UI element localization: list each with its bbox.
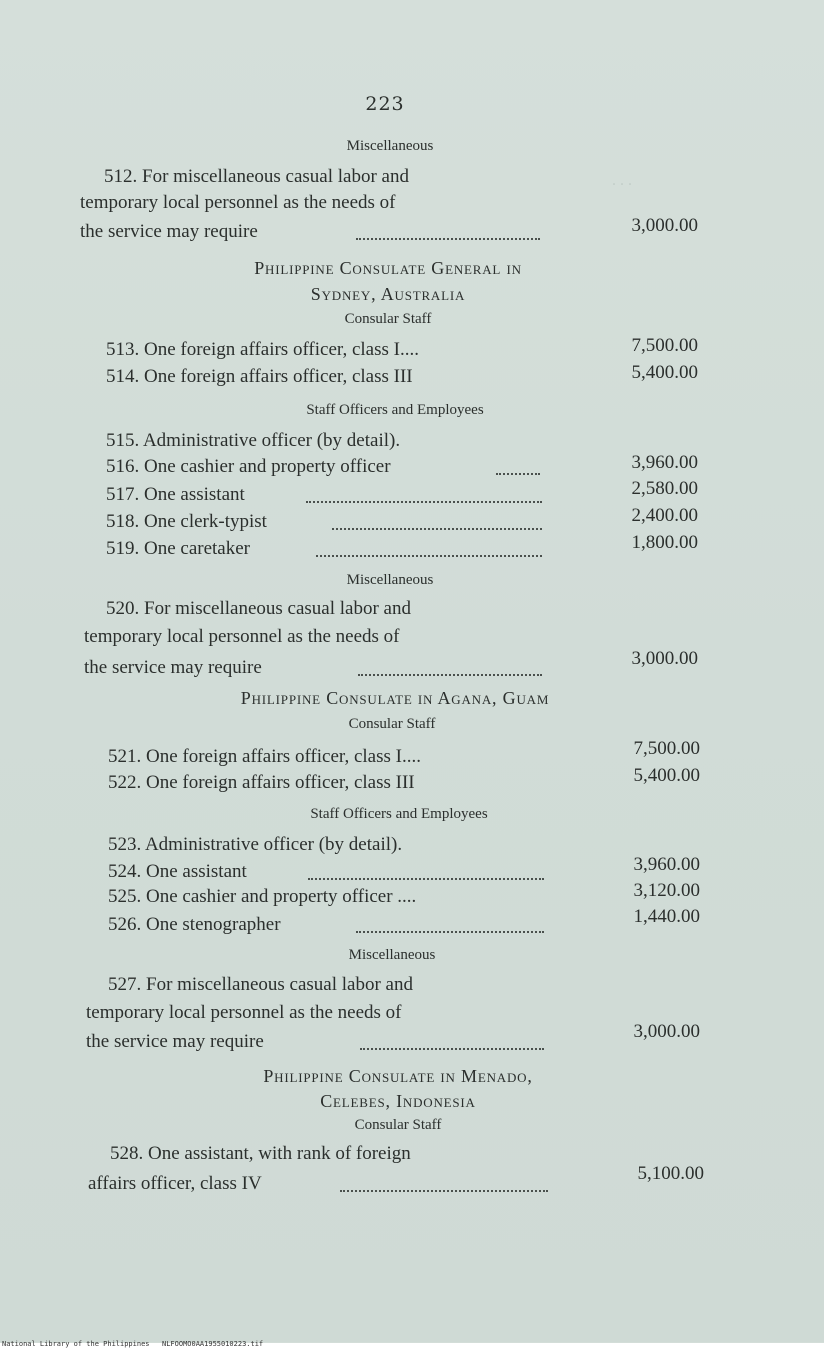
amount-519: 1,800.00 (631, 532, 698, 553)
amount-524: 3,960.00 (633, 854, 700, 875)
misc2-heading: Miscellaneous (346, 572, 434, 588)
leader-dots (306, 499, 542, 503)
guam-heading: Philippine Consulate in Agana, Guam (240, 688, 550, 708)
leader-dots (360, 1046, 544, 1050)
item-525: 525. One cashier and property officer .... (108, 886, 417, 907)
leader-dots (496, 471, 540, 475)
item-528-line-1: 528. One assistant, with rank of foreign (110, 1143, 411, 1164)
guam-consular-staff: Consular Staff (348, 716, 436, 732)
sydney-heading-1: Philippine Consulate General in (254, 258, 522, 278)
misc3-line-2: temporary local personnel as the needs of (86, 1002, 402, 1023)
misc2-line-2: temporary local personnel as the needs of (84, 626, 400, 647)
misc3-amount: 3,000.00 (633, 1021, 700, 1042)
leader-dots (316, 553, 542, 557)
leader-dots (332, 526, 542, 530)
misc3-line-3: the service may require (86, 1031, 264, 1052)
item-523: 523. Administrative officer (by detail). (108, 834, 403, 855)
item-521: 521. One foreign affairs officer, class I.... (108, 746, 421, 767)
scan-footer (0, 1340, 824, 1350)
amount-517: 2,580.00 (631, 478, 698, 499)
item-526: 526. One stenographer (108, 914, 281, 935)
item-524: 524. One assistant (108, 861, 247, 882)
leader-dots (340, 1188, 548, 1192)
amount-526: 1,440.00 (633, 906, 700, 927)
leader-dots (356, 236, 540, 240)
misc3-heading: Miscellaneous (348, 947, 436, 963)
amount-525: 3,120.00 (633, 880, 700, 901)
sydney-heading-2: Sydney, Australia (310, 284, 466, 304)
amount-516: 3,960.00 (631, 452, 698, 473)
item-522: 522. One foreign affairs officer, class III (108, 772, 415, 793)
item-514: 514. One foreign affairs officer, class III (106, 366, 413, 387)
misc3-line-1: 527. For miscellaneous casual labor and (108, 974, 413, 995)
misc2-line-3: the service may require (84, 657, 262, 678)
amount-518: 2,400.00 (631, 505, 698, 526)
footer-library-name: National Library of the Philippines (2, 1340, 150, 1348)
amount-522: 5,400.00 (633, 765, 700, 786)
misc1-heading: Miscellaneous (346, 138, 434, 154)
amount-514: 5,400.00 (631, 362, 698, 383)
menado-heading-2: Celebes, Indonesia (320, 1091, 476, 1111)
item-516: 516. One cashier and property officer (106, 456, 391, 477)
sydney-staff-heading: Staff Officers and Employees (306, 402, 484, 418)
item-528-line-2: affairs officer, class IV (88, 1173, 262, 1194)
item-519: 519. One caretaker (106, 538, 251, 559)
misc1-line-2: temporary local personnel as the needs of (80, 192, 396, 213)
misc2-line-1: 520. For miscellaneous casual labor and (106, 598, 411, 619)
guam-staff-heading: Staff Officers and Employees (310, 806, 488, 822)
leader-dots (356, 929, 544, 933)
leader-dots (308, 876, 544, 880)
leader-dots (358, 672, 542, 676)
amount-521: 7,500.00 (633, 738, 700, 759)
misc1-amount: 3,000.00 (631, 215, 698, 236)
amount-513: 7,500.00 (631, 335, 698, 356)
misc1-line-1: 512. For miscellaneous casual labor and (104, 166, 409, 187)
item-513: 513. One foreign affairs officer, class I.... (106, 339, 419, 360)
page-number: 223 (365, 93, 405, 115)
footer-file-name: NLFOOMO0AA1955010223.tif (162, 1340, 264, 1348)
misc2-amount: 3,000.00 (631, 648, 698, 669)
item-515: 515. Administrative officer (by detail). (106, 430, 401, 451)
menado-consular-staff: Consular Staff (354, 1117, 442, 1133)
misc1-line-3: the service may require (80, 221, 258, 242)
menado-heading-1: Philippine Consulate in Menado, (263, 1066, 533, 1086)
sydney-consular-staff: Consular Staff (344, 311, 432, 327)
item-517: 517. One assistant (106, 484, 245, 505)
amount-528: 5,100.00 (637, 1163, 704, 1184)
item-518: 518. One clerk-typist (106, 511, 267, 532)
bleed-through: . . . (612, 172, 632, 189)
